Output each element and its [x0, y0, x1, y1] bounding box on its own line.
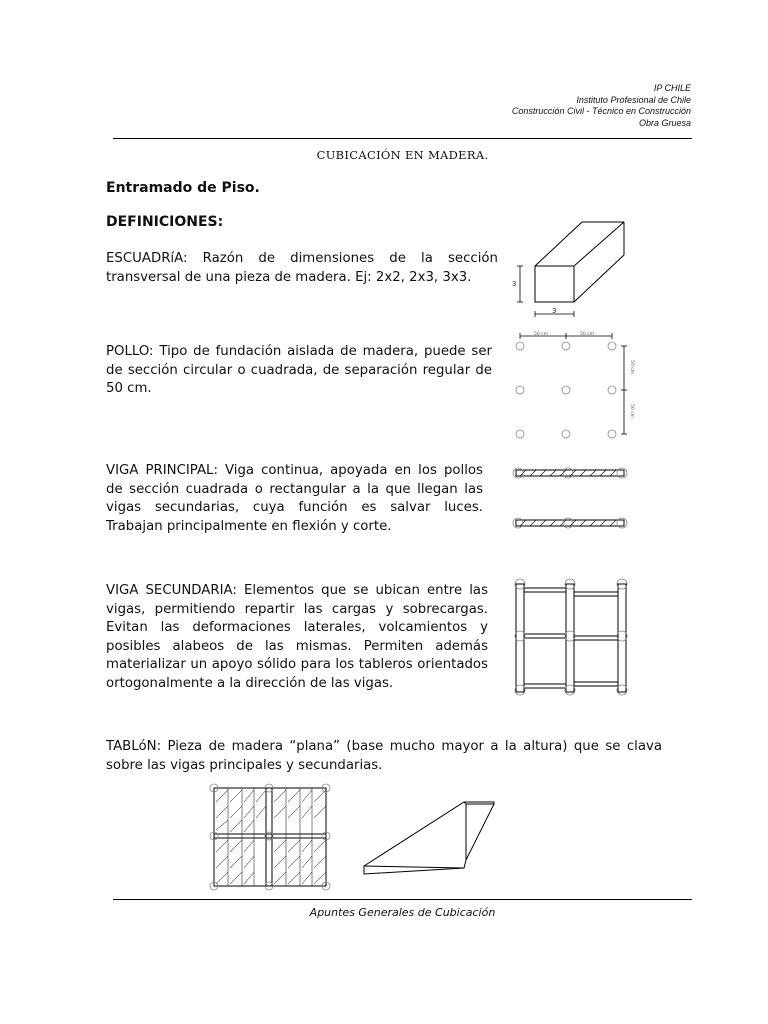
definition-pollo — [106, 343, 492, 399]
header-line-4: Obra Gruesa — [638, 117, 691, 128]
definition-term: ESCUADRíA: — [106, 251, 188, 266]
definition-escuadria — [106, 250, 498, 287]
definition-text: Tipo de fundación aislada de madera, puede ser de sección circular o cuadrada, de separación regular de 50 cm. — [106, 344, 493, 397]
definition-text: Pieza de madera “plana” (base mucho mayor a la altura) que se clava sobre las vigas principales y secundarias. — [106, 739, 663, 773]
escuadria-height-label: 3 — [512, 280, 517, 288]
pollo-circle — [608, 342, 616, 350]
viga-secundaria-figure — [508, 578, 633, 698]
definition-term: VIGA SECUNDARIA: — [106, 583, 237, 598]
document-title: CUBICACIÓN EN MADERA. — [316, 148, 489, 162]
pollo-circle — [516, 386, 524, 394]
viga-principal-figure — [508, 464, 633, 534]
institution-header — [512, 83, 691, 129]
header-line-3: Construcción Civil - Técnico en Construcción — [511, 106, 691, 116]
pollo-circle — [562, 386, 570, 394]
escuadria-width-label: 3 — [552, 307, 557, 315]
pollo-circle — [562, 430, 570, 438]
tablon-plan-figure — [208, 784, 333, 890]
pollo-figure — [510, 330, 635, 442]
pollo-circle — [608, 386, 616, 394]
definition-term: TABLóN: — [106, 739, 162, 754]
section-title: Entramado de Piso. — [106, 180, 260, 196]
definition-term: VIGA PRINCIPAL: — [106, 463, 218, 478]
pollo-dim-h1: 50 cm — [534, 332, 549, 337]
definition-text: Elementos que se ubican entre las vigas, permitiendo repartir las cargas y sobrecargas. Evitan las deformaciones laterales, volcamientos y posibles alabeos de las mismas. Permiten además materializar un apoyo sólido para los tableros orientados ortogonalmente a la dirección de las vigas. — [106, 583, 488, 691]
footer-rule — [113, 899, 692, 900]
definition-viga-secundaria — [106, 582, 488, 694]
pollo-circle — [562, 342, 570, 350]
pollo-dim-v1: 50 cm — [629, 360, 634, 375]
pollo-circle — [516, 430, 524, 438]
definition-text: Viga continua, apoyada en los pollos de sección cuadrada o rectangular a la que llegan las vigas secundarias, cuya función es salvar luces. Trabajan principalmente en flexión y corte. — [106, 463, 483, 534]
header-line-2: Instituto Profesional de Chile — [576, 94, 691, 105]
definition-term: POLLO: — [106, 344, 154, 359]
definition-tablon — [106, 738, 662, 775]
header-line-1: IP CHILE — [653, 83, 691, 93]
tablon-board-figure — [360, 798, 500, 882]
header-rule — [113, 138, 692, 139]
definition-text: Razón de dimensiones de la sección transversal de una pieza de madera. Ej: 2x2, 2x3, 3x3. — [106, 251, 498, 285]
definitions-title: DEFINICIONES: — [106, 214, 224, 230]
pollo-circle — [516, 342, 524, 350]
definition-viga-principal — [106, 462, 483, 536]
footer-text: Apuntes Generales de Cubicación — [309, 906, 496, 919]
pollo-circle — [608, 430, 616, 438]
pollo-dim-v2: 50 cm — [629, 404, 634, 419]
pollo-dim-h2: 50 cm — [580, 332, 595, 337]
escuadria-figure — [508, 218, 633, 328]
